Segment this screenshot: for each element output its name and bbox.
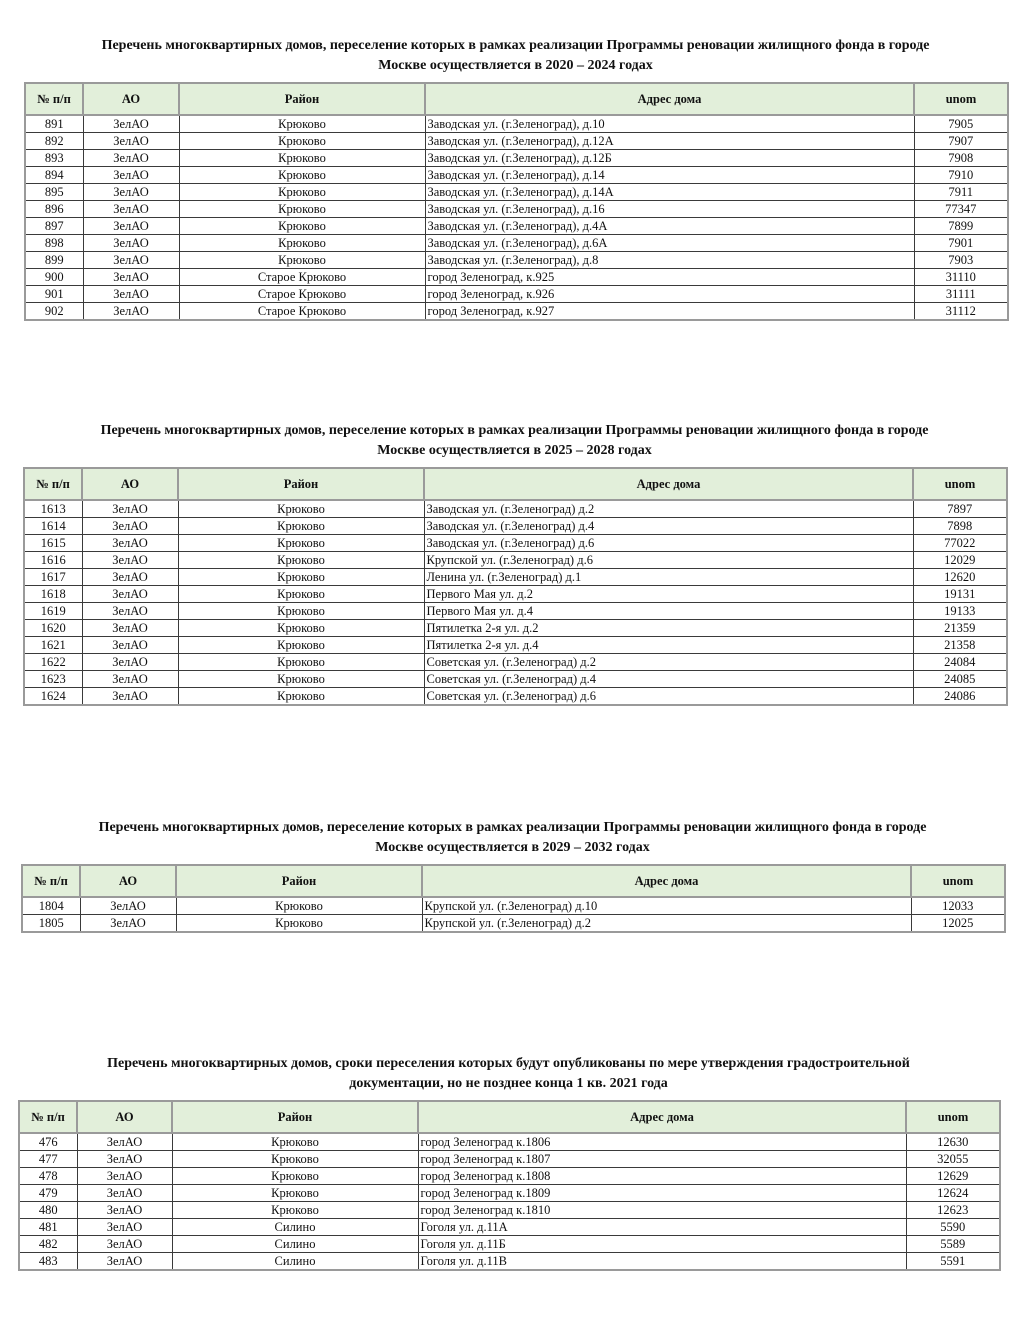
cell-ao: ЗелАО bbox=[77, 1185, 172, 1202]
cell-ao: ЗелАО bbox=[80, 915, 176, 933]
title-line-2: Москве осуществляется в 2025 – 2028 годах bbox=[377, 443, 652, 458]
cell-num: 478 bbox=[19, 1168, 77, 1185]
cell-num: 1624 bbox=[24, 688, 82, 706]
cell-num: 1619 bbox=[24, 603, 82, 620]
table-row bbox=[19, 1219, 1000, 1236]
cell-ao: ЗелАО bbox=[82, 688, 178, 706]
cell-district: Крюково bbox=[179, 218, 425, 235]
cell-district: Крюково bbox=[178, 620, 424, 637]
cell-num: 898 bbox=[25, 235, 83, 252]
table-row bbox=[25, 115, 1008, 133]
cell-address: Заводская ул. (г.Зеленоград), д.14А bbox=[425, 184, 914, 201]
cell-num: 1804 bbox=[22, 897, 80, 915]
cell-district: Силино bbox=[172, 1253, 418, 1271]
cell-ao: ЗелАО bbox=[82, 586, 178, 603]
cell-address: Гоголя ул. д.11А bbox=[418, 1219, 906, 1236]
cell-district: Крюково bbox=[178, 654, 424, 671]
table-row bbox=[22, 915, 1005, 933]
cell-ao: ЗелАО bbox=[83, 286, 179, 303]
cell-address: город Зеленоград к.1810 bbox=[418, 1202, 906, 1219]
title-line-1: Перечень многоквартирных домов, переселение которых в рамках реализации Программы реновации жилищного фонда в городе bbox=[98, 820, 927, 835]
cell-district: Крюково bbox=[179, 167, 425, 184]
cell-unom: 19131 bbox=[913, 586, 1007, 603]
cell-district: Крюково bbox=[179, 133, 425, 150]
cell-num: 481 bbox=[19, 1219, 77, 1236]
cell-district: Крюково bbox=[178, 535, 424, 552]
housing-table bbox=[21, 864, 1006, 933]
cell-unom: 7911 bbox=[914, 184, 1008, 201]
table-row bbox=[24, 671, 1007, 688]
header-num: № п/п bbox=[24, 468, 82, 500]
cell-num: 482 bbox=[19, 1236, 77, 1253]
cell-unom: 7910 bbox=[914, 167, 1008, 184]
cell-num: 891 bbox=[25, 115, 83, 133]
cell-address: Пятилетка 2-я ул. д.4 bbox=[424, 637, 913, 654]
cell-unom: 31110 bbox=[914, 269, 1008, 286]
cell-num: 1616 bbox=[24, 552, 82, 569]
cell-address: Пятилетка 2-я ул. д.2 bbox=[424, 620, 913, 637]
cell-district: Старое Крюково bbox=[179, 269, 425, 286]
cell-unom: 24084 bbox=[913, 654, 1007, 671]
cell-num: 902 bbox=[25, 303, 83, 321]
cell-district: Крюково bbox=[178, 500, 424, 518]
cell-district: Крюково bbox=[178, 552, 424, 569]
cell-ao: ЗелАО bbox=[83, 201, 179, 218]
header-address: Адрес дома bbox=[418, 1101, 906, 1133]
table-row bbox=[25, 150, 1008, 167]
cell-num: 1622 bbox=[24, 654, 82, 671]
cell-district: Крюково bbox=[179, 150, 425, 167]
table-row bbox=[19, 1202, 1000, 1219]
cell-district: Крюково bbox=[179, 235, 425, 252]
table-row bbox=[19, 1168, 1000, 1185]
cell-num: 1614 bbox=[24, 518, 82, 535]
cell-address: Заводская ул. (г.Зеленоград) д.6 bbox=[424, 535, 913, 552]
table-row bbox=[24, 586, 1007, 603]
header-address: Адрес дома bbox=[425, 83, 914, 115]
title-line-1: Перечень многоквартирных домов, переселение которых в рамках реализации Программы реновации жилищного фонда в городе bbox=[101, 38, 930, 53]
cell-num: 1618 bbox=[24, 586, 82, 603]
cell-ao: ЗелАО bbox=[83, 133, 179, 150]
table-row bbox=[25, 167, 1008, 184]
cell-district: Крюково bbox=[172, 1168, 418, 1185]
cell-num: 892 bbox=[25, 133, 83, 150]
header-ao: АО bbox=[77, 1101, 172, 1133]
cell-num: 901 bbox=[25, 286, 83, 303]
section-2020-2024 bbox=[24, 36, 1007, 321]
cell-address: Крупской ул. (г.Зеленоград) д.10 bbox=[422, 897, 911, 915]
cell-address: Заводская ул. (г.Зеленоград), д.12А bbox=[425, 133, 914, 150]
cell-ao: ЗелАО bbox=[83, 269, 179, 286]
section-pending bbox=[18, 1054, 999, 1271]
table-row bbox=[19, 1151, 1000, 1168]
cell-num: 479 bbox=[19, 1185, 77, 1202]
cell-num: 900 bbox=[25, 269, 83, 286]
table-row bbox=[25, 218, 1008, 235]
cell-num: 483 bbox=[19, 1253, 77, 1271]
table-row bbox=[19, 1133, 1000, 1151]
cell-district: Крюково bbox=[178, 637, 424, 654]
cell-address: Советская ул. (г.Зеленоград) д.2 bbox=[424, 654, 913, 671]
cell-address: Заводская ул. (г.Зеленоград) д.2 bbox=[424, 500, 913, 518]
cell-ao: ЗелАО bbox=[77, 1253, 172, 1271]
cell-district: Старое Крюково bbox=[179, 303, 425, 321]
housing-table bbox=[23, 467, 1008, 706]
cell-num: 895 bbox=[25, 184, 83, 201]
cell-district: Крюково bbox=[172, 1202, 418, 1219]
cell-ao: ЗелАО bbox=[82, 518, 178, 535]
section-title bbox=[18, 1054, 999, 1094]
cell-ao: ЗелАО bbox=[82, 569, 178, 586]
table-row bbox=[24, 569, 1007, 586]
housing-table bbox=[18, 1100, 1001, 1271]
cell-ao: ЗелАО bbox=[77, 1168, 172, 1185]
cell-district: Крюково bbox=[178, 569, 424, 586]
cell-num: 893 bbox=[25, 150, 83, 167]
cell-district: Крюково bbox=[178, 671, 424, 688]
cell-unom: 12033 bbox=[911, 897, 1005, 915]
cell-num: 1615 bbox=[24, 535, 82, 552]
cell-unom: 32055 bbox=[906, 1151, 1000, 1168]
cell-unom: 77022 bbox=[913, 535, 1007, 552]
title-line-2: Москве осуществляется в 2020 – 2024 годах bbox=[378, 58, 653, 73]
cell-ao: ЗелАО bbox=[82, 620, 178, 637]
cell-address: Заводская ул. (г.Зеленоград), д.4А bbox=[425, 218, 914, 235]
title-line-1: Перечень многоквартирных домов, сроки переселения которых будут опубликованы по мере утверждения градостроительной bbox=[107, 1056, 910, 1071]
cell-ao: ЗелАО bbox=[82, 500, 178, 518]
cell-district: Крюково bbox=[172, 1133, 418, 1151]
header-num: № п/п bbox=[22, 865, 80, 897]
table-body bbox=[24, 500, 1007, 705]
header-unom: unom bbox=[911, 865, 1005, 897]
cell-unom: 21358 bbox=[913, 637, 1007, 654]
cell-ao: ЗелАО bbox=[77, 1151, 172, 1168]
table-row bbox=[25, 201, 1008, 218]
cell-address: город Зеленоград к.1807 bbox=[418, 1151, 906, 1168]
cell-ao: ЗелАО bbox=[82, 552, 178, 569]
table-row bbox=[24, 620, 1007, 637]
cell-unom: 5590 bbox=[906, 1219, 1000, 1236]
section-2029-2032 bbox=[21, 818, 1004, 933]
table-row bbox=[24, 552, 1007, 569]
cell-address: Первого Мая ул. д.4 bbox=[424, 603, 913, 620]
cell-num: 899 bbox=[25, 252, 83, 269]
cell-num: 1617 bbox=[24, 569, 82, 586]
cell-address: Заводская ул. (г.Зеленоград), д.6А bbox=[425, 235, 914, 252]
cell-district: Крюково bbox=[178, 603, 424, 620]
table-body bbox=[25, 115, 1008, 320]
cell-ao: ЗелАО bbox=[77, 1133, 172, 1151]
cell-unom: 12029 bbox=[913, 552, 1007, 569]
cell-unom: 5589 bbox=[906, 1236, 1000, 1253]
table-row bbox=[25, 286, 1008, 303]
table-row bbox=[25, 303, 1008, 321]
cell-address: Советская ул. (г.Зеленоград) д.6 bbox=[424, 688, 913, 706]
header-num: № п/п bbox=[19, 1101, 77, 1133]
cell-ao: ЗелАО bbox=[83, 303, 179, 321]
cell-district: Крюково bbox=[179, 184, 425, 201]
cell-district: Крюково bbox=[179, 201, 425, 218]
header-num: № п/п bbox=[25, 83, 83, 115]
cell-address: город Зеленоград к.1806 bbox=[418, 1133, 906, 1151]
cell-ao: ЗелАО bbox=[77, 1219, 172, 1236]
header-district: Район bbox=[176, 865, 422, 897]
cell-address: Заводская ул. (г.Зеленоград), д.14 bbox=[425, 167, 914, 184]
cell-num: 1805 bbox=[22, 915, 80, 933]
section-2025-2028 bbox=[23, 421, 1006, 706]
cell-address: Заводская ул. (г.Зеленоград) д.4 bbox=[424, 518, 913, 535]
table-row bbox=[19, 1185, 1000, 1202]
cell-district: Крюково bbox=[178, 688, 424, 706]
cell-ao: ЗелАО bbox=[82, 671, 178, 688]
cell-address: Гоголя ул. д.11Б bbox=[418, 1236, 906, 1253]
cell-unom: 12620 bbox=[913, 569, 1007, 586]
cell-num: 477 bbox=[19, 1151, 77, 1168]
cell-district: Старое Крюково bbox=[179, 286, 425, 303]
cell-unom: 31111 bbox=[914, 286, 1008, 303]
header-unom: unom bbox=[914, 83, 1008, 115]
cell-num: 1620 bbox=[24, 620, 82, 637]
cell-district: Крюково bbox=[179, 115, 425, 133]
cell-num: 1621 bbox=[24, 637, 82, 654]
table-body bbox=[22, 897, 1005, 932]
header-district: Район bbox=[172, 1101, 418, 1133]
table-row bbox=[24, 688, 1007, 706]
section-title bbox=[23, 421, 1006, 461]
cell-unom: 77347 bbox=[914, 201, 1008, 218]
cell-num: 896 bbox=[25, 201, 83, 218]
cell-unom: 7903 bbox=[914, 252, 1008, 269]
cell-num: 476 bbox=[19, 1133, 77, 1151]
cell-unom: 7899 bbox=[914, 218, 1008, 235]
cell-district: Крюково bbox=[178, 586, 424, 603]
cell-ao: ЗелАО bbox=[82, 603, 178, 620]
table-row bbox=[24, 654, 1007, 671]
cell-district: Крюково bbox=[176, 897, 422, 915]
table-row bbox=[25, 269, 1008, 286]
cell-unom: 12630 bbox=[906, 1133, 1000, 1151]
cell-district: Крюково bbox=[176, 915, 422, 933]
cell-num: 1623 bbox=[24, 671, 82, 688]
table-row bbox=[25, 252, 1008, 269]
title-line-1: Перечень многоквартирных домов, переселение которых в рамках реализации Программы реновации жилищного фонда в городе bbox=[100, 423, 929, 438]
cell-ao: ЗелАО bbox=[82, 637, 178, 654]
cell-district: Крюково bbox=[172, 1151, 418, 1168]
table-row bbox=[25, 184, 1008, 201]
header-unom: unom bbox=[906, 1101, 1000, 1133]
table-header-row bbox=[22, 865, 1005, 897]
cell-ao: ЗелАО bbox=[77, 1202, 172, 1219]
header-district: Район bbox=[179, 83, 425, 115]
cell-district: Крюково bbox=[179, 252, 425, 269]
cell-unom: 12624 bbox=[906, 1185, 1000, 1202]
table-row bbox=[25, 133, 1008, 150]
cell-district: Крюково bbox=[178, 518, 424, 535]
cell-unom: 7907 bbox=[914, 133, 1008, 150]
title-line-2: документации, но не позднее конца 1 кв. 2021 года bbox=[349, 1076, 668, 1091]
cell-unom: 7905 bbox=[914, 115, 1008, 133]
cell-ao: ЗелАО bbox=[82, 535, 178, 552]
cell-address: Заводская ул. (г.Зеленоград), д.8 bbox=[425, 252, 914, 269]
cell-address: Крупской ул. (г.Зеленоград) д.6 bbox=[424, 552, 913, 569]
table-header-row bbox=[19, 1101, 1000, 1133]
cell-address: Крупской ул. (г.Зеленоград) д.2 bbox=[422, 915, 911, 933]
cell-ao: ЗелАО bbox=[83, 235, 179, 252]
table-body bbox=[19, 1133, 1000, 1270]
table-row bbox=[24, 518, 1007, 535]
header-ao: АО bbox=[83, 83, 179, 115]
cell-unom: 19133 bbox=[913, 603, 1007, 620]
cell-unom: 24086 bbox=[913, 688, 1007, 706]
cell-address: Ленина ул. (г.Зеленоград) д.1 bbox=[424, 569, 913, 586]
header-ao: АО bbox=[80, 865, 176, 897]
header-address: Адрес дома bbox=[422, 865, 911, 897]
cell-unom: 12025 bbox=[911, 915, 1005, 933]
cell-num: 480 bbox=[19, 1202, 77, 1219]
cell-ao: ЗелАО bbox=[80, 897, 176, 915]
cell-ao: ЗелАО bbox=[77, 1236, 172, 1253]
title-line-2: Москве осуществляется в 2029 – 2032 годах bbox=[375, 840, 650, 855]
cell-unom: 31112 bbox=[914, 303, 1008, 321]
cell-unom: 12623 bbox=[906, 1202, 1000, 1219]
cell-address: город Зеленоград, к.927 bbox=[425, 303, 914, 321]
cell-unom: 7897 bbox=[913, 500, 1007, 518]
cell-address: город Зеленоград, к.925 bbox=[425, 269, 914, 286]
cell-ao: ЗелАО bbox=[83, 115, 179, 133]
cell-district: Силино bbox=[172, 1219, 418, 1236]
cell-address: Советская ул. (г.Зеленоград) д.4 bbox=[424, 671, 913, 688]
cell-ao: ЗелАО bbox=[82, 654, 178, 671]
cell-address: Первого Мая ул. д.2 bbox=[424, 586, 913, 603]
cell-address: Гоголя ул. д.11В bbox=[418, 1253, 906, 1271]
cell-address: город Зеленоград, к.926 bbox=[425, 286, 914, 303]
cell-unom: 7901 bbox=[914, 235, 1008, 252]
table-header-row bbox=[25, 83, 1008, 115]
cell-ao: ЗелАО bbox=[83, 167, 179, 184]
table-row bbox=[25, 235, 1008, 252]
cell-num: 897 bbox=[25, 218, 83, 235]
cell-address: город Зеленоград к.1809 bbox=[418, 1185, 906, 1202]
cell-ao: ЗелАО bbox=[83, 184, 179, 201]
table-row bbox=[19, 1253, 1000, 1271]
cell-district: Крюково bbox=[172, 1185, 418, 1202]
cell-unom: 21359 bbox=[913, 620, 1007, 637]
table-row bbox=[22, 897, 1005, 915]
cell-district: Силино bbox=[172, 1236, 418, 1253]
cell-address: Заводская ул. (г.Зеленоград), д.10 bbox=[425, 115, 914, 133]
cell-address: Заводская ул. (г.Зеленоград), д.12Б bbox=[425, 150, 914, 167]
cell-unom: 7898 bbox=[913, 518, 1007, 535]
header-ao: АО bbox=[82, 468, 178, 500]
table-row bbox=[24, 500, 1007, 518]
header-district: Район bbox=[178, 468, 424, 500]
cell-num: 1613 bbox=[24, 500, 82, 518]
cell-ao: ЗелАО bbox=[83, 252, 179, 269]
table-row bbox=[24, 637, 1007, 654]
cell-address: Заводская ул. (г.Зеленоград), д.16 bbox=[425, 201, 914, 218]
cell-ao: ЗелАО bbox=[83, 150, 179, 167]
table-row bbox=[19, 1236, 1000, 1253]
section-title bbox=[24, 36, 1007, 76]
cell-ao: ЗелАО bbox=[83, 218, 179, 235]
cell-unom: 7908 bbox=[914, 150, 1008, 167]
header-address: Адрес дома bbox=[424, 468, 913, 500]
table-header-row bbox=[24, 468, 1007, 500]
housing-table bbox=[24, 82, 1009, 321]
table-row bbox=[24, 603, 1007, 620]
header-unom: unom bbox=[913, 468, 1007, 500]
cell-unom: 24085 bbox=[913, 671, 1007, 688]
table-row bbox=[24, 535, 1007, 552]
cell-unom: 12629 bbox=[906, 1168, 1000, 1185]
section-title bbox=[21, 818, 1004, 858]
cell-address: город Зеленоград к.1808 bbox=[418, 1168, 906, 1185]
cell-unom: 5591 bbox=[906, 1253, 1000, 1271]
cell-num: 894 bbox=[25, 167, 83, 184]
